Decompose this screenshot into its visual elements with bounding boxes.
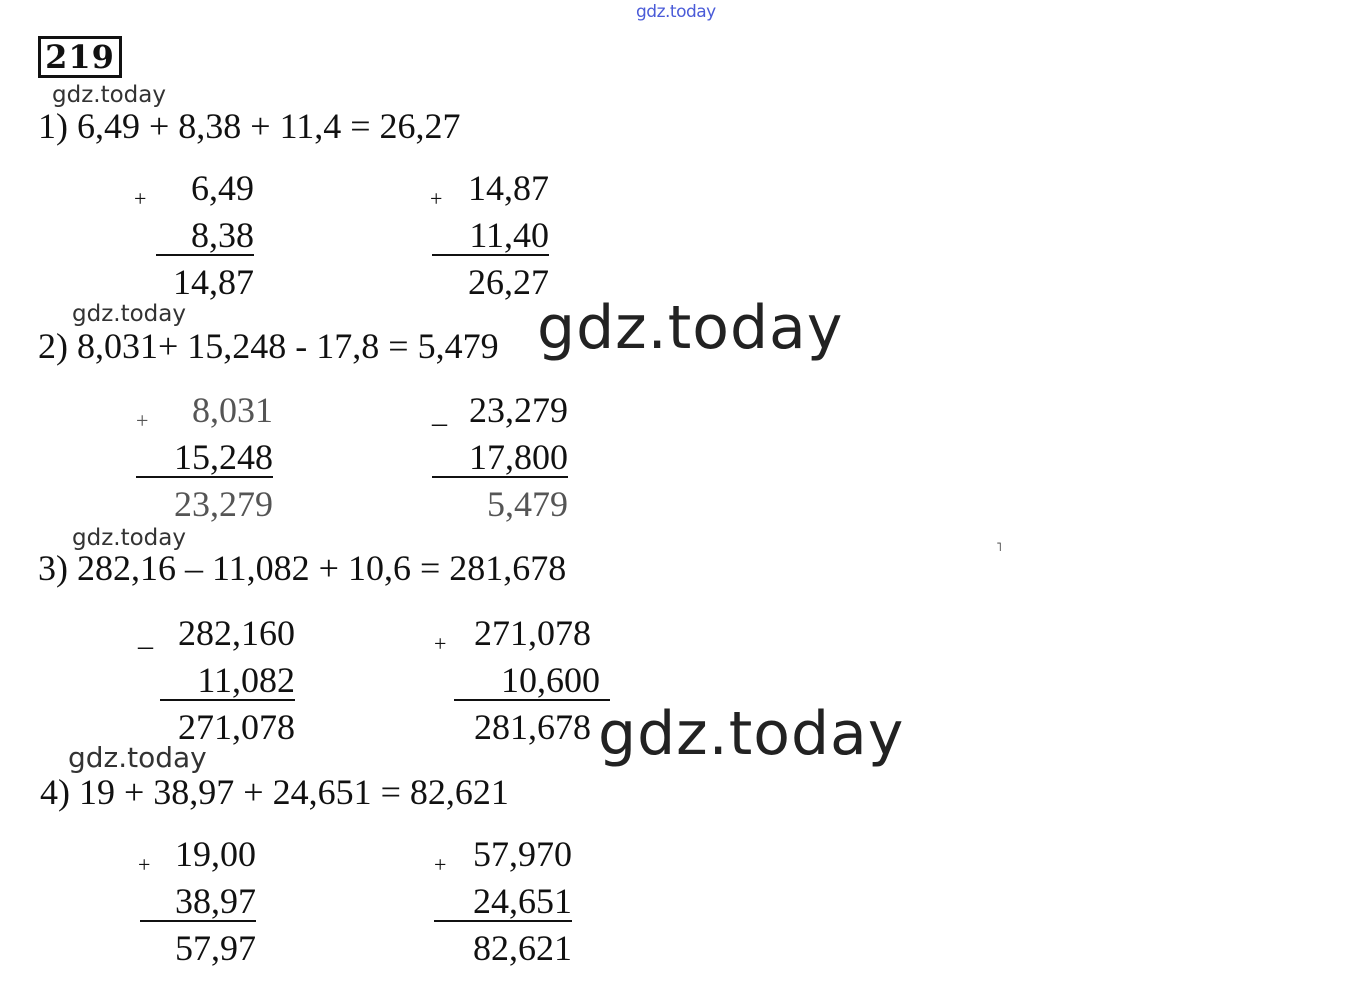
operator: + (138, 852, 151, 877)
operand-bottom: 8,38 (191, 215, 254, 255)
sum-line (140, 920, 256, 922)
site-watermark: gdz.today (636, 2, 716, 22)
result: 271,078 (178, 707, 295, 747)
operand-top: 8,031 (192, 390, 273, 430)
column-calculation (432, 836, 572, 966)
operand-bottom: 10,600 (501, 660, 600, 700)
task-equation: 1) 6,49 + 8,38 + 11,4 = 26,27 (38, 106, 461, 146)
operand-bottom: 38,97 (175, 881, 256, 921)
column-calculation (432, 615, 610, 745)
column-calculation (136, 615, 295, 745)
result: 57,97 (175, 928, 256, 968)
watermark: gdz.today (68, 741, 207, 774)
operator: + (134, 186, 147, 211)
operator: + (136, 408, 149, 433)
operator: + (430, 186, 443, 211)
operand-top: 23,279 (469, 390, 568, 430)
watermark-large: gdz.today (598, 699, 905, 769)
sum-line (434, 920, 572, 922)
result: 14,87 (173, 262, 254, 302)
operand-bottom: 17,800 (469, 437, 568, 477)
task-equation: 3) 282,16 – 11,082 + 10,6 = 281,678 (38, 548, 567, 588)
column-calculation (130, 170, 254, 300)
difference-line (432, 476, 568, 478)
result: 26,27 (468, 262, 549, 302)
operator: + (434, 852, 447, 877)
operand-top: 14,87 (468, 168, 549, 208)
sum-line (136, 476, 273, 478)
operator: _ (138, 619, 153, 652)
column-calculation (428, 392, 568, 522)
column-calculation (130, 392, 273, 522)
result: 281,678 (474, 707, 591, 747)
operand-top: 282,160 (178, 613, 295, 653)
task-equation: 2) 8,031+ 15,248 - 17,8 = 5,479 (38, 326, 499, 366)
operator: + (434, 631, 447, 656)
operand-bottom: 24,651 (473, 881, 572, 921)
watermark: gdz.today (52, 82, 166, 108)
operand-bottom: 11,082 (197, 660, 295, 700)
stray-mark: ˥ (996, 540, 1002, 554)
sum-line (156, 254, 254, 256)
watermark-large: gdz.today (537, 293, 844, 363)
operand-bottom: 11,40 (469, 215, 549, 255)
watermark: gdz.today (72, 301, 186, 327)
sum-line (454, 699, 610, 701)
operand-bottom: 15,248 (174, 437, 273, 477)
operand-top: 19,00 (175, 834, 256, 874)
result: 23,279 (174, 484, 273, 524)
task-equation: 4) 19 + 38,97 + 24,651 = 82,621 (40, 772, 509, 812)
operator: _ (432, 396, 447, 429)
difference-line (160, 699, 295, 701)
watermark: gdz.today (72, 525, 186, 551)
result: 5,479 (487, 484, 568, 524)
result: 82,621 (473, 928, 572, 968)
operand-top: 6,49 (191, 168, 254, 208)
operand-top: 57,970 (473, 834, 572, 874)
column-calculation (428, 170, 549, 300)
operand-top: 271,078 (474, 613, 591, 653)
column-calculation (136, 836, 256, 966)
sum-line (432, 254, 549, 256)
problem-number: 219 (38, 36, 122, 78)
